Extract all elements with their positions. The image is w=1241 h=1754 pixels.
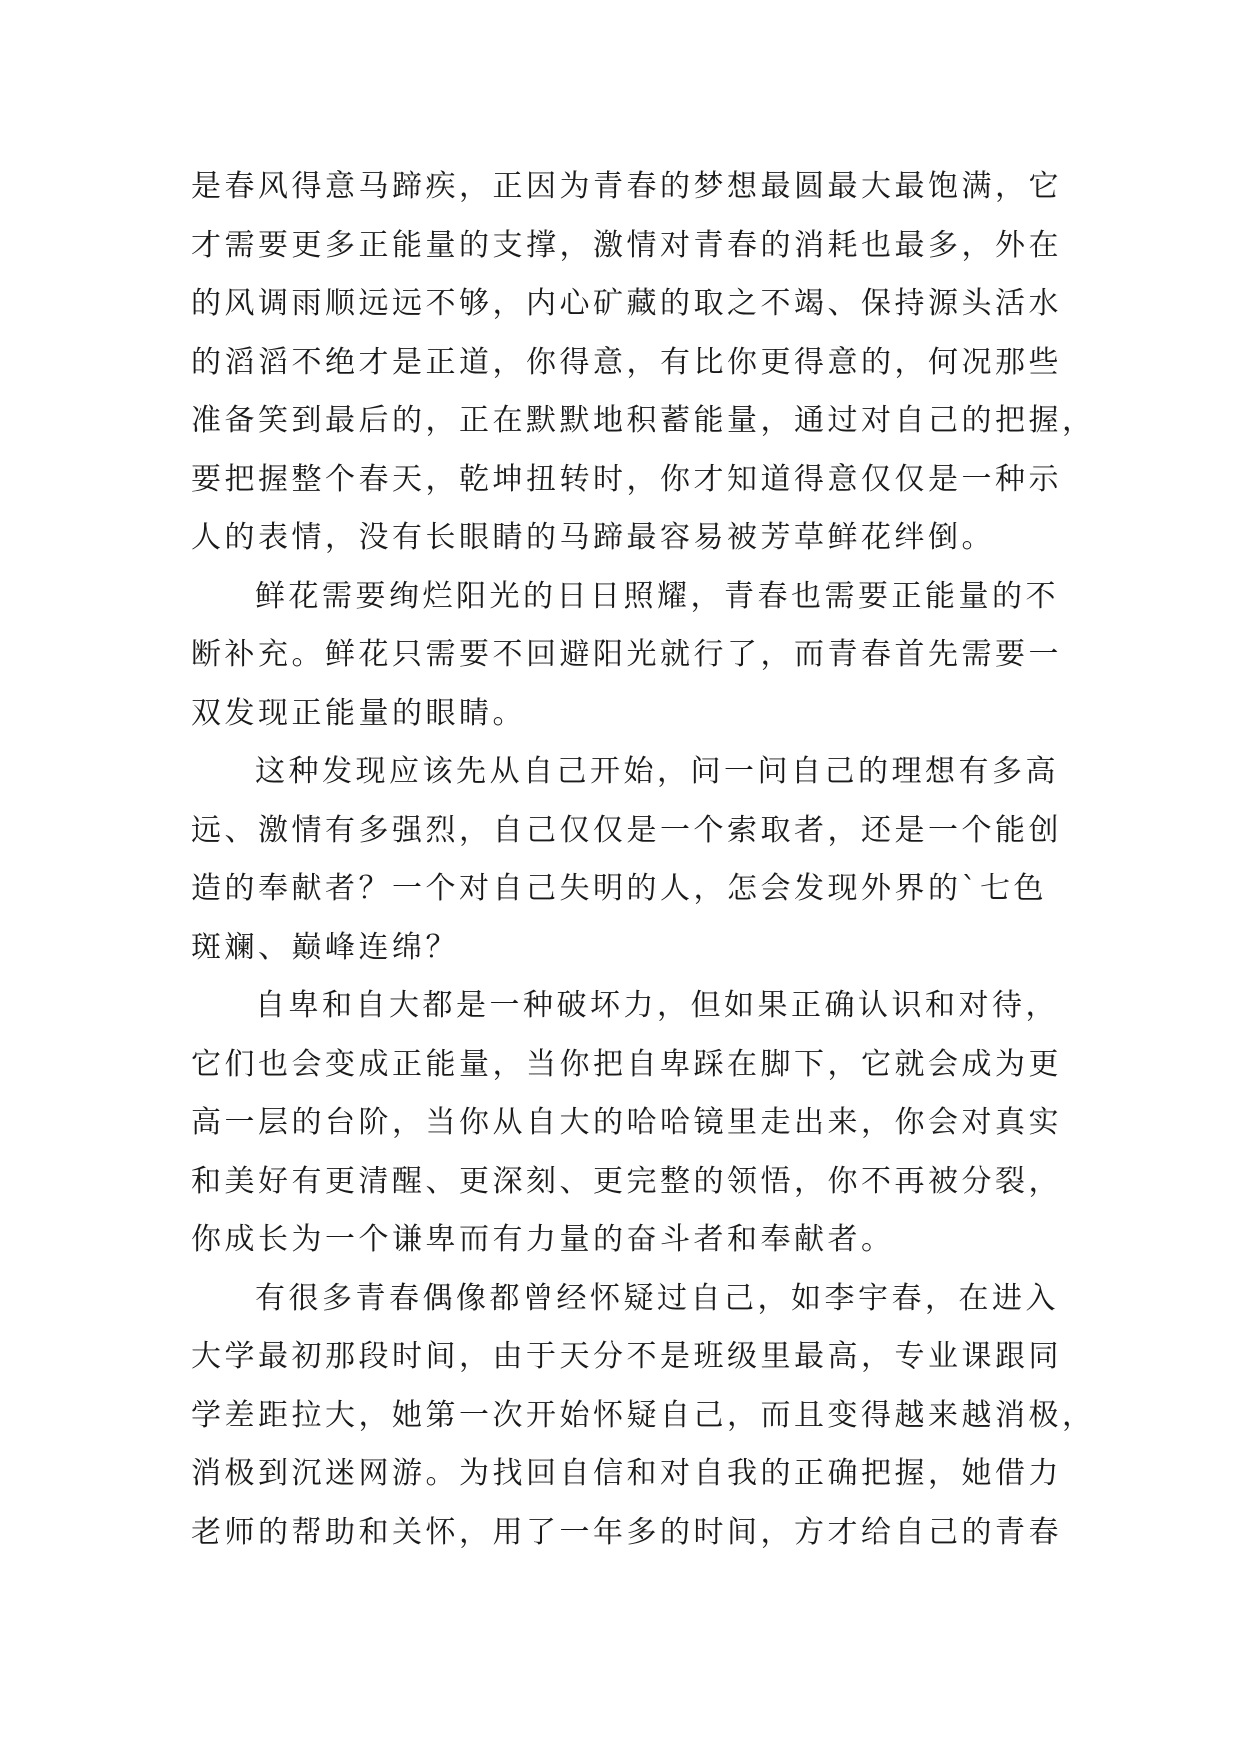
paragraph-first-line: 有很多青春偶像都曾经怀疑过自己，如李宇春，在进入	[255, 1280, 1059, 1316]
paragraph-first-line: 鲜花需要绚烂阳光的日日照耀，青春也需要正能量的不	[255, 578, 1059, 614]
text-line: 你成长为一个谦卑而有力量的奋斗者和奉献者。	[191, 1222, 895, 1257]
text-line: 它们也会变成正能量，当你把自卑踩在脚下，它就会成为更	[191, 1046, 1062, 1082]
text-line: 才需要更多正能量的支撑，激情对青春的消耗也最多，外在	[191, 227, 1062, 263]
text-line: 的风调雨顺远远不够，内心矿藏的取之不竭、保持源头活水	[191, 286, 1062, 321]
text-line: 双发现正能量的眼睛。	[191, 695, 526, 731]
text-line: 消极到沉迷网游。为找回自信和对自我的正确把握，她借力	[191, 1456, 1062, 1491]
text-line: 远、激情有多强烈，自己仅仅是一个索取者，还是一个能创	[191, 812, 1062, 848]
text-line: 是春风得意马蹄疾，正因为青春的梦想最圆最大最饱满，它	[191, 169, 1062, 204]
text-line: 人的表情，没有长眼睛的马蹄最容易被芳草鲜花绊倒。	[191, 520, 995, 555]
text-line: 大学最初那段时间，由于天分不是班级里最高，专业课跟同	[191, 1339, 1062, 1374]
text-line: 的滔滔不绝才是正道，你得意，有比你更得意的，何况那些	[191, 344, 1062, 380]
text-line: 斑斓、巅峰连绵？	[191, 929, 459, 965]
text-line: 高一层的台阶，当你从自大的哈哈镜里走出来，你会对真实	[191, 1105, 1062, 1140]
paragraph-first-line: 这种发现应该先从自己开始，问一问自己的理想有多高	[255, 754, 1059, 789]
paragraph-first-line: 自卑和自大都是一种破坏力，但如果正确认识和对待，	[255, 988, 1059, 1023]
text-line: 断补充。鲜花只需要不回避阳光就行了，而青春首先需要一	[191, 637, 1062, 672]
text-line: 和美好有更清醒、更深刻、更完整的领悟，你不再被分裂，	[191, 1163, 1062, 1199]
text-line: 学差距拉大，她第一次开始怀疑自己，而且变得越来越消极，	[191, 1397, 1096, 1433]
text-line: 要把握整个春天，乾坤扭转时，你才知道得意仅仅是一种示	[191, 461, 1062, 497]
text-line: 老师的帮助和关怀，用了一年多的时间，方才给自己的青春	[191, 1514, 1062, 1550]
body-text	[191, 158, 1096, 1562]
text-line: 造的奉献者？一个对自己失明的人，怎会发现外界的`七色	[191, 871, 1047, 906]
text-line: 准备笑到最后的，正在默默地积蓄能量，通过对自己的把握，	[191, 403, 1096, 438]
